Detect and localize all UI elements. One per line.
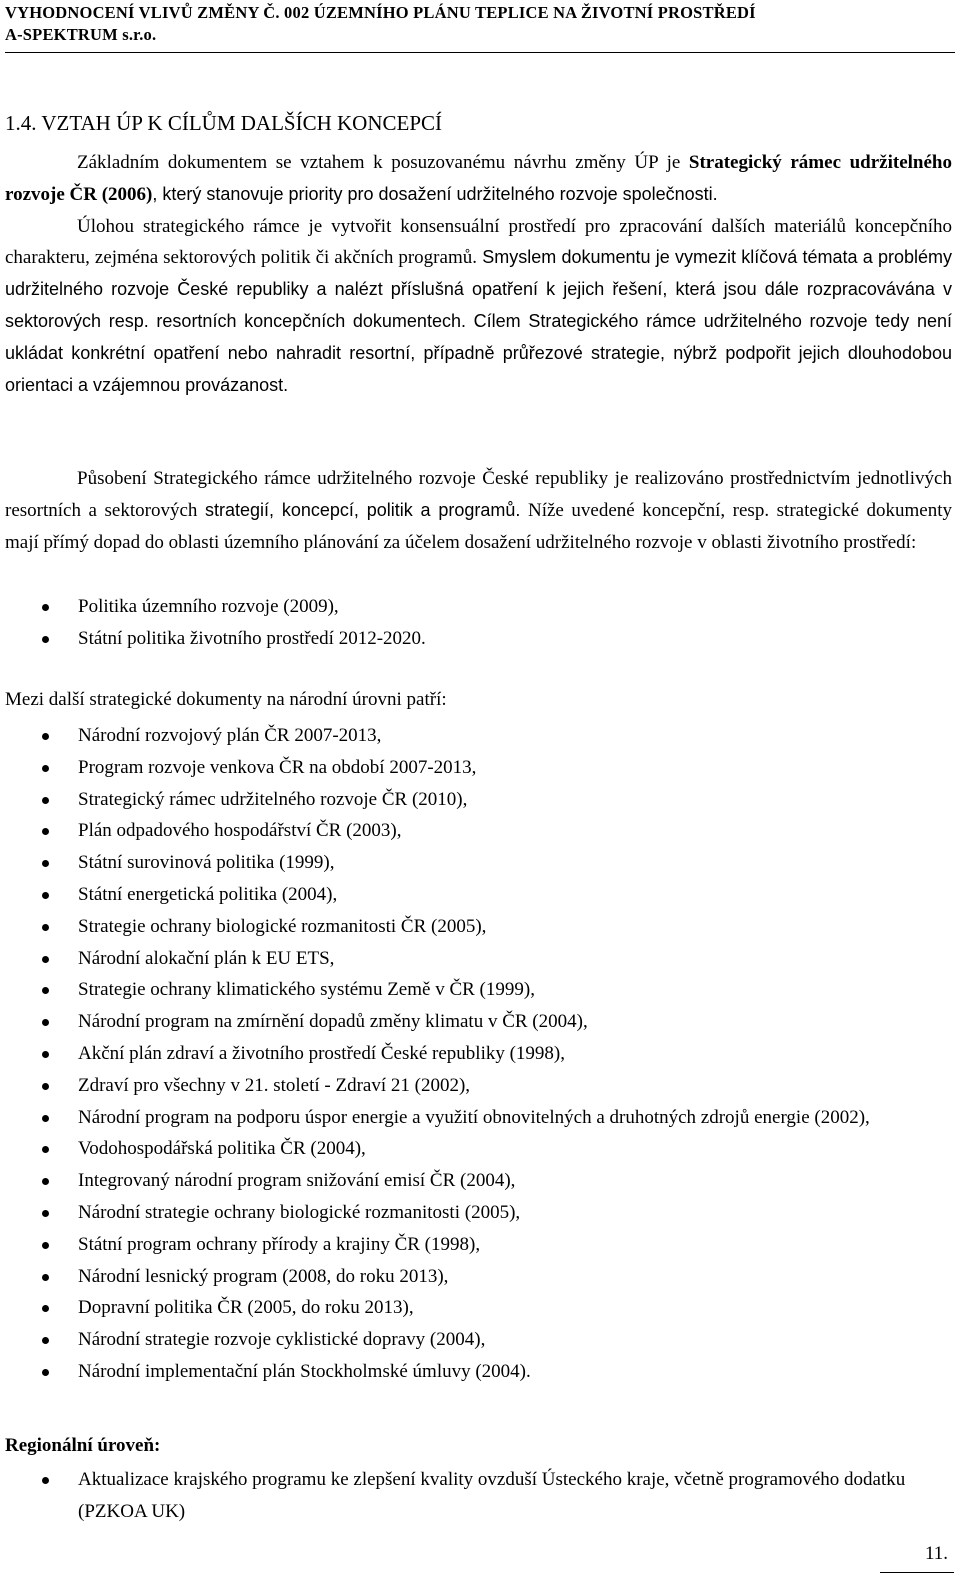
list-item: Státní politika životního prostředí 2012-2020. — [0, 623, 952, 655]
list-item: Strategie ochrany biologické rozmanitosti ČR (2005), — [0, 911, 952, 943]
list-item: Státní energetická politika (2004), — [0, 879, 952, 911]
national-documents-list — [0, 720, 952, 1388]
national-level-label: Mezi další strategické dokumenty na národní úrovni patří: — [5, 689, 447, 710]
list-item: Národní implementační plán Stockholmské úmluvy (2004). — [0, 1356, 952, 1388]
list-item: Státní surovinová politika (1999), — [0, 847, 952, 879]
list-item: Zdraví pro všechny v 21. století - Zdraví 21 (2002), — [0, 1070, 952, 1102]
section-title: 1.4. VZTAH ÚP K CÍLŮM DALŠÍCH KONCEPCÍ — [5, 111, 443, 135]
paragraph-intro: Základním dokumentem se vztahem k posuzovanému návrhu změny ÚP je Strategický rámec udržitelného rozvoje ČR (2006), který stanovuje priority pro dosažení udržitelného rozvoje společnosti. Úlohou strategického rámce je vytvořit konsensuální prostředí pro zpracování dalších materiálů koncepčního charakteru, zejména sektorových politik či akčních programů. Smyslem dokumentu je vymezit klíčová témata a problémy udržitelného rozvoje České republiky a nalézt příslušná opatření k jejich řešení, která jsou dále rozpracovávána v sektorových resp. resortních koncepčních dokumentech. Cílem Strategického rámce udržitelného rozvoje tedy není ukládat konkrétní opatření nebo nahradit resortní, případně průřezové strategie, nýbrž podpořit jejich dlouhodobou orientaci a vzájemnou provázanost. — [5, 152, 953, 395]
list-item: Národní lesnický program (2008, do roku 2013), — [0, 1261, 952, 1293]
list-item: Program rozvoje venkova ČR na období 2007-2013, — [0, 752, 952, 784]
page-number: 11. — [924, 1543, 948, 1564]
key-documents-list — [0, 591, 952, 655]
list-item: Aktualizace krajského programu ke zlepšení kvality ovzduší Ústeckého kraje, včetně programového dodatku (PZKOA UK) — [0, 1464, 952, 1528]
header-title: VYHODNOCENÍ VLIVŮ ZMĚNY Č. 002 ÚZEMNÍHO PLÁNU TEPLICE NA ŽIVOTNÍ PROSTŘEDÍ — [5, 3, 756, 22]
list-item: Národní program na zmírnění dopadů změny klimatu v ČR (2004), — [0, 1006, 952, 1038]
list-item: Národní strategie ochrany biologické rozmanitosti (2005), — [0, 1197, 952, 1229]
list-item: Národní alokační plán k EU ETS, — [0, 943, 952, 975]
paragraph-implementation: Působení Strategického rámce udržitelného rozvoje České republiky je realizováno prostřednictvím jednotlivých resortních a sektorových strategií, koncepcí, politik a programů. Níže uvedené koncepční, resp. strategické dokumenty mají přímý dopad do oblasti územního plánování za účelem dosažení udržitelného rozvoje v oblasti životního prostředí: — [5, 468, 952, 553]
list-item: Integrovaný národní program snižování emisí ČR (2004), — [0, 1165, 952, 1197]
list-item: Strategie ochrany klimatického systému Země v ČR (1999), — [0, 974, 952, 1006]
regional-documents-list — [0, 1464, 952, 1528]
list-item: Strategický rámec udržitelného rozvoje ČR (2010), — [0, 784, 952, 816]
list-item: Národní rozvojový plán ČR 2007-2013, — [0, 720, 952, 752]
list-item: Státní program ochrany přírody a krajiny ČR (1998), — [0, 1229, 952, 1261]
header-company: A-SPEKTRUM s.r.o. — [5, 25, 157, 44]
page-header — [5, 2, 955, 53]
list-item: Plán odpadového hospodářství ČR (2003), — [0, 815, 952, 847]
list-item: Vodohospodářská politika ČR (2004), — [0, 1133, 952, 1165]
list-item: Národní program na podporu úspor energie a využití obnovitelných a druhotných zdrojů energie (2002), — [0, 1102, 952, 1134]
list-item: Akční plán zdraví a životního prostředí České republiky (1998), — [0, 1038, 952, 1070]
list-item: Dopravní politika ČR (2005, do roku 2013), — [0, 1292, 952, 1324]
list-item: Politika územního rozvoje (2009), — [0, 591, 952, 623]
footer-rule — [880, 1572, 954, 1573]
regional-level-label: Regionální úroveň: — [5, 1435, 161, 1456]
list-item: Národní strategie rozvoje cyklistické dopravy (2004), — [0, 1324, 952, 1356]
